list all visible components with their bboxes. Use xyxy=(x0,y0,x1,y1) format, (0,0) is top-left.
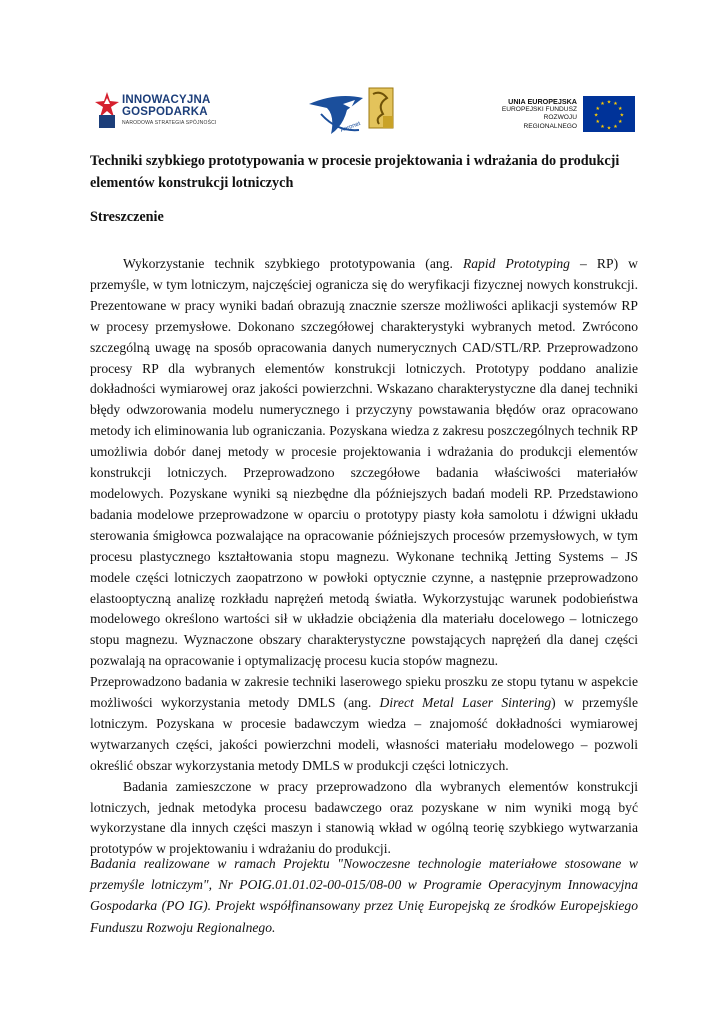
p1-text-a: Wykorzystanie technik szybkiego prototypowania (ang. xyxy=(123,256,463,271)
svg-text:★: ★ xyxy=(600,123,605,130)
p2-text-b: ) w przemyśle lotniczym. Pozyskana w procesie badawczym wiedza – znajomość dokładności wymiarowej wytwarzanych części, jakości powierzchni modeli, własności materiału modelowego – pozwoli określić obszar wykorzystania metody DMLS w produkcji części lotniczych. xyxy=(90,695,638,773)
svg-text:★: ★ xyxy=(600,101,605,108)
aeronet-label: Aeronet xyxy=(339,121,362,134)
document-title: Techniki szybkiego prototypowania w procesie projektowania i wdrażania do produkcji elementów konstrukcji lotniczych xyxy=(90,153,620,191)
svg-text:★: ★ xyxy=(593,112,599,119)
eu-logo xyxy=(495,96,635,132)
innowacyjna-gospodarka-logo xyxy=(95,90,217,130)
eu-line2: EUROPEJSKI FUNDUSZ xyxy=(501,105,577,113)
svg-text:★: ★ xyxy=(617,119,623,125)
eu-line1: UNIA EUROPEJSKA xyxy=(508,96,577,106)
eu-line3: ROZWOJU REGIONALNEGO xyxy=(523,114,577,130)
p1-text-b: – RP) w przemyśle, w tym lotniczym, najczęściej ogranicza się do weryfikacji fizycznej nowych konstrukcji. Prezentowane w pracy wyniki badań obrazują znacznie szersze możliwości aplikacji systemów RP w procesy przemysłowe. Dokonano szczegółowej charakterystyki wybranych metod. Zwrócono szczególną uwagę na sposób opracowania danych numerycznych CAD/STL/RP. Przeprowadzono procesy RP dla wybranych elementów konstrukcji lotniczych. Prototypy poddano analizie dokładności wymiarowej oraz jakości powierzchni. Wskazano charakterystyczne dla danej techniki błędy odwzorowania modelu numerycznego i przyczyny powstawania błędów oraz opracowano metody ich eliminowania lub ograniczania. Pozyskana wiedza z zakresu poszczególnych technik RP umożliwia dobór danej metody w procesie projektowania i wdrażania do produkcji elementów konstrukcji lotniczych. Przeprowadzono szczegółowe badania właściwości materiałów modelowych. Pozyskane wyniki są niezbędne dla późniejszych badań modeli RP. Przedstawiono badania modelowe przeprowadzone w oparciu o prototypy piasty koła samolotu i dźwigni układu sterowania śmigłowca pozwalające na opracowanie późniejszych procesów przemysłowych, w tym procesu plastycznego kształtowania stopu magnezu. Wykonane techniką Jetting Systems – JS modele części lotniczych zaopatrzono w powłoki optycznie czynne, a następnie przeprowadzono elastooptyczną analizę rozkładu naprężeń metodą światła. Wykorzystując warunek podobieństwa modelowego określono wartości sił w układzie obciążenia dla materiału docelowego – lotniczego stopu magnezu. Wyznaczone obszary charakterystyczne powstających naprężeń dla danej części pozwalają na opracowanie i optymalizację procesu kucia stopów magnezu. xyxy=(90,256,638,669)
ig-line2: GOSPODARKA xyxy=(122,106,208,118)
p2-term: Direct Metal Laser Sintering xyxy=(379,695,552,711)
eu-flag-icon xyxy=(583,96,635,132)
paragraph-3: Badania zamieszczone w pracy przeprowadzono dla wybranych elementów konstrukcji lotniczych, jednak metodyka procesu badawczego oraz pozyskane w nim wyniki mogą być wykorzystane dla innych części maszyn i stanowią wkład w ogólną teorię szybkiego wytwarzania prototypów w projektowaniu i wdrażaniu do produkcji. xyxy=(90,778,638,857)
aeronet-logo xyxy=(307,86,417,147)
funding-note: Badania realizowane w ramach Projektu "Nowoczesne technologie materiałowe stosowane w przemyśle lotniczym", Nr POIG.01.01.02-00-015/08-00 w Programie Operacyjnym Innowacyjna Gospodarka (PO IG). Projekt współfinansowany przez Unię Europejską ze środków Europejskiego Funduszu Rozwoju Regionalnego. xyxy=(90,856,638,935)
svg-text:★: ★ xyxy=(595,106,601,112)
svg-text:★: ★ xyxy=(619,112,625,119)
svg-text:★: ★ xyxy=(613,101,618,108)
svg-text:★: ★ xyxy=(606,125,612,132)
svg-text:★: ★ xyxy=(613,123,618,130)
seal-icon xyxy=(369,88,393,128)
svg-text:★: ★ xyxy=(606,99,612,106)
svg-text:★: ★ xyxy=(617,106,623,112)
ig-line1: INNOWACYJNA xyxy=(122,94,211,106)
paragraph-2 xyxy=(90,672,638,777)
ig-line3: NARODOWA STRATEGIA SPÓJNOŚCI xyxy=(122,120,217,126)
abstract-body xyxy=(90,254,638,860)
section-heading: Streszczenie xyxy=(90,209,164,225)
ig-star-icon xyxy=(95,90,119,130)
svg-text:★: ★ xyxy=(595,119,601,125)
p1-term: Rapid Prototyping xyxy=(462,256,570,271)
logo-bar xyxy=(95,86,635,146)
p2-text-a: Przeprowadzono badania w zakresie techniki laserowego spieku proszku ze stopu tytanu w aspekcie możliwości wykorzystania metody DMLS (ang. xyxy=(90,674,638,711)
paragraph-1 xyxy=(90,254,638,672)
